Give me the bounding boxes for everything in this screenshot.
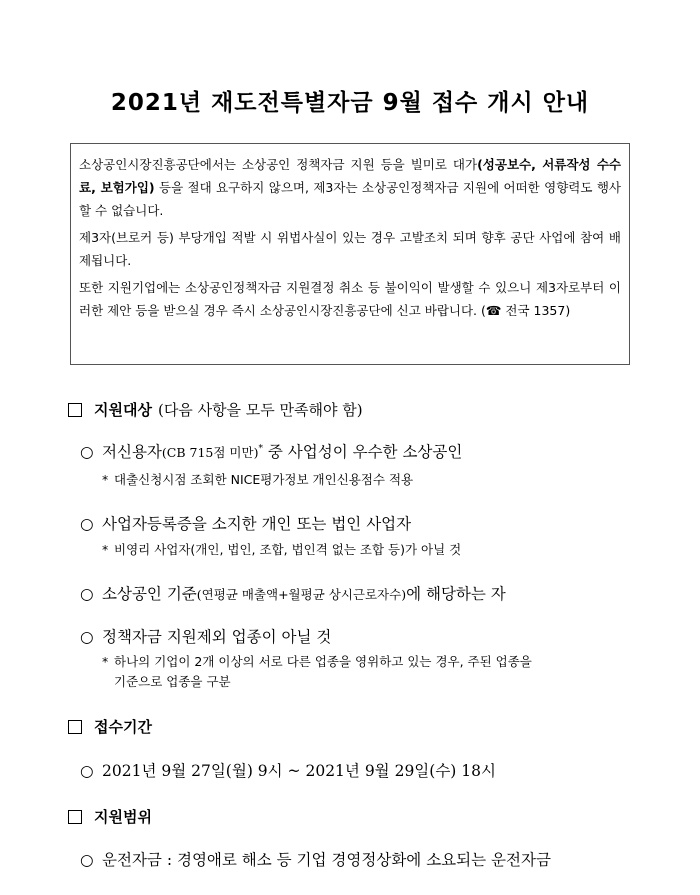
note-text: 하나의 기업이 2개 이상의 서로 다른 업종을 영위하고 있는 경우, 주된 업종을 — [114, 654, 532, 669]
item-text: 정책자금 지원제외 업종이 아닐 것 — [102, 628, 332, 646]
list-item — [80, 759, 496, 781]
note-item — [102, 470, 413, 490]
item-small-text: (CB 715점 미만) — [161, 445, 259, 460]
circle-bullet-icon: ○ — [80, 628, 94, 646]
item-text: 저신용자 — [102, 443, 162, 461]
checkbox-square-icon — [68, 720, 82, 734]
section-period-title: 접수기간 — [94, 718, 152, 736]
asterisk-icon: * — [102, 654, 109, 669]
asterisk-icon: * — [102, 542, 109, 557]
circle-bullet-icon: ○ — [80, 515, 94, 533]
asterisk-icon: * — [102, 472, 109, 487]
page-title: 2021년 재도전특별자금 9월 접수 개시 안내 — [110, 90, 590, 116]
note-item — [102, 652, 532, 692]
item-text-rest: 중 사업성이 우수한 소상공인 — [262, 443, 463, 461]
item-text: 2021년 9월 27일(월) 9시 ~ 2021년 9월 29일(수) 18시 — [102, 762, 496, 780]
note-item — [102, 540, 461, 560]
notice-paragraph-3: 또한 지원기업에는 소상공인정책자금 지원결정 취소 등 불이익이 발생할 수 있으니 제3자로부터 이러한 제안 등을 받으실 경우 즉시 소상공인시장진흥공단에 신고 바랍니다. (☎ 전국 1357) — [79, 280, 621, 318]
list-item — [80, 512, 411, 534]
section-scope-title: 지원범위 — [94, 808, 152, 826]
note-text: 대출신청시점 조회한 NICE평가정보 개인신용점수 적용 — [114, 472, 414, 487]
checkbox-square-icon — [68, 810, 82, 824]
section-period-heading — [68, 716, 152, 737]
circle-bullet-icon: ○ — [80, 585, 94, 603]
item-text-rest: 에 해당하는 자 — [406, 585, 506, 603]
circle-bullet-icon: ○ — [80, 851, 94, 869]
note-text: 비영리 사업자(개인, 법인, 조합, 법인격 없는 조합 등)가 아닐 것 — [114, 542, 462, 557]
section-target-sub: (다음 사항을 모두 만족해야 함) — [157, 401, 363, 419]
notice-p1-text: 소상공인시장진흥공단에서는 소상공인 정책자금 지원 등을 빌미로 대가 — [79, 157, 478, 172]
list-item — [80, 582, 506, 604]
warning-notice-box — [70, 143, 630, 365]
footnote-mark: * — [258, 443, 263, 454]
section-target-title: 지원대상 — [94, 401, 152, 419]
notice-p1-bold: (성공보수, 서류작성 수수료, 보험가입) — [79, 157, 622, 195]
notice-p1-rest: 등을 절대 요구하지 않으며, 제3자는 소상공인정책자금 지원에 어떠한 영향력도 행사 할 수 없습니다. — [79, 180, 621, 218]
notice-paragraph-1 — [79, 153, 621, 222]
list-item — [80, 848, 551, 870]
list-item — [80, 440, 462, 462]
item-text: 운전자금 : 경영애로 해소 등 기업 경영정상화에 소요되는 운전자금 — [102, 851, 551, 869]
circle-bullet-icon: ○ — [80, 443, 94, 461]
notice-paragraph-2: 제3자(브로커 등) 부당개입 적발 시 위법사실이 있는 경우 고발조치 되며 향후 공단 사업에 참여 배제됩니다. — [79, 230, 621, 268]
circle-bullet-icon: ○ — [80, 762, 94, 780]
section-scope-heading — [68, 806, 152, 827]
item-small-text: (연평균 매출액+월평균 상시근로자수) — [196, 587, 407, 602]
item-text: 소상공인 기준 — [102, 585, 197, 603]
item-text: 사업자등록증을 소지한 개인 또는 법인 사업자 — [102, 515, 412, 533]
list-item — [80, 625, 331, 647]
checkbox-square-icon — [68, 403, 82, 417]
note-text-continued: 기준으로 업종을 구분 — [114, 674, 231, 689]
section-target-heading — [68, 399, 363, 420]
